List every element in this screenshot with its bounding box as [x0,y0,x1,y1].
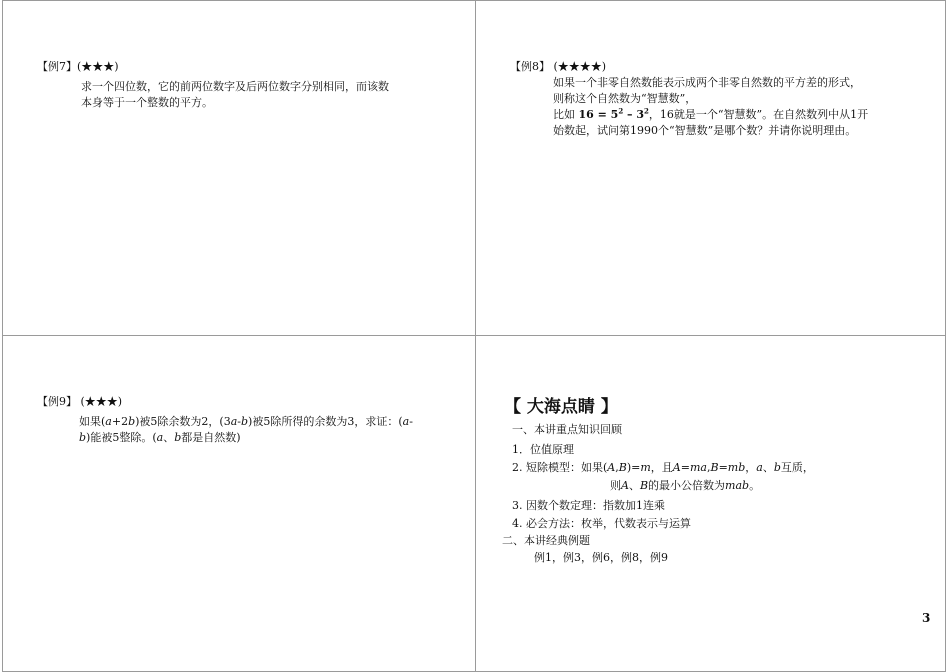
example-8-text-line1: 如果一个非零自然数能表示成两个非零自然数的平方差的形式， [553,76,861,89]
panel-summary [475,335,946,672]
section-2-title: 二、本讲经典例题 [502,534,590,547]
example-8-header [510,59,606,75]
review-item-2-cont: 则A、B的最小公倍数为mab。 [610,479,761,492]
example-label: 【例7】 [37,60,77,73]
difficulty-stars: (★★★★) [553,60,607,73]
summary-heading: 【 大海点睛 】 [504,397,618,417]
example-7-text-line1: 求一个四位数，它的前两位数字及后两位数字分别相同，而该数 [81,80,389,93]
example-7-text-line2: 本身等于一个整数的平方。 [81,96,213,109]
section-1-title: 一、本讲重点知识回顾 [512,423,622,436]
example-9-header [37,394,122,410]
panel-example-9 [2,335,476,672]
review-item-2: 2. 短除模型：如果(A,B)=m，且A=ma,B=mb，a、b互质， [512,461,814,474]
panel-example-8 [475,0,946,336]
example-8-text-line4: 始数起，试问第1990个“智慧数”是哪个数？并请你说明理由。 [553,124,857,137]
review-item-1: 1．位值原理 [512,443,574,456]
equation: $16 = 5^2 - 3^2$ [578,106,649,121]
panel-example-7 [2,0,476,336]
example-8-text-line2: 则称这个自然数为“智慧数”， [553,92,697,105]
example-label: 【例8】 [510,60,550,73]
example-9-text-line2: b)能被5整除。(a、b都是自然数) [79,431,241,444]
example-8-text-line3: 比如 $16 = 5^2 - 3^2$，16就是一个“智慧数”。在自然数列中从1开 [553,106,869,121]
page-number: 3 [922,611,931,625]
example-9-text-line1: 如果(a+2b)被5除余数为2，(3a-b)被5除所得的余数为3，求证：(a- [79,415,413,428]
example-label: 【例9】 [37,395,77,408]
review-item-4: 4. 必会方法：枚举，代数表示与运算 [512,517,691,530]
example-7-header [37,59,119,75]
difficulty-stars: (★★★) [77,60,119,73]
classic-examples-list: 例1，例3，例6，例8，例9 [534,551,668,564]
review-item-3: 3. 因数个数定理：指数加1连乘 [512,499,665,512]
difficulty-stars: (★★★) [80,395,123,408]
